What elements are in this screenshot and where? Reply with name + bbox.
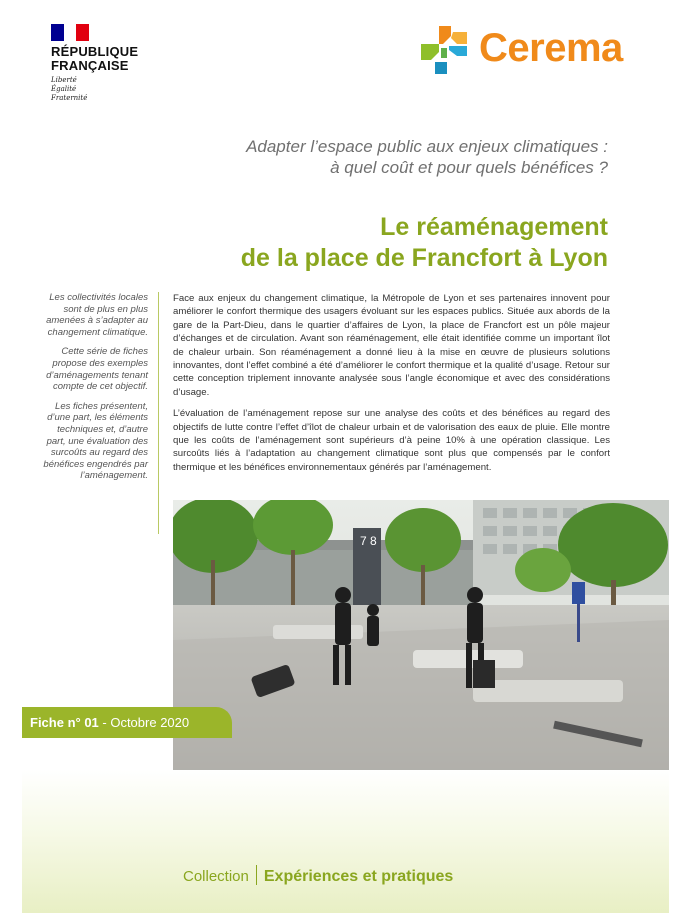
document-title: Le réaménagement de la place de Francfort à Lyon: [240, 213, 608, 272]
cerema-logo: [417, 22, 657, 86]
sidebar-paragraph: Les fiches présentent, d’une part, les éléments techniques et, d’autre part, une évaluation des surcoûts au regard des bénéfices engendrés par l’aménagement.: [43, 400, 148, 482]
cerema-mark-icon: [417, 22, 471, 76]
sidebar-paragraph: Cette série de fiches propose des exemples d’aménagements tenant compte de cet objectif.: [46, 346, 148, 393]
marianne-flag-icon: [51, 24, 89, 41]
collection-footer: [183, 865, 453, 886]
place-francfort-photo: [173, 500, 669, 770]
collection-label: Collection: [183, 868, 249, 885]
body-paragraph: Face aux enjeux du changement climatique, la Métropole de Lyon et ses partenaires innovent pour améliorer le confort thermique des usagers évoluant sur les espaces publics. Située aux abords de la gare de la Part-Dieu, dans le quartier d’affaires de Lyon, la place de Francfort est un pôle majeur d’échanges et de circulation. Avant son réaménagement, elle était identifiée comme un important îlot de chaleur urbain. Son réaménagement a donné lieu à la mise en œuvre de plusieurs solutions innovantes, dont l’effet combiné a été d’améliorer le confort thermique et la qualité d’usage. Retour sur cette conception triplement innovante analysée sous l’angle économique et avec des considérations d’usage.: [173, 293, 610, 398]
body-paragraph: L’évaluation de l’aménagement repose sur une analyse des coûts et des bénéfices au regard des objectifs de lutte contre l’effet d’îlot de chaleur urbain et de valorisation des eaux de pluie. Elle montre que les coûts de l’aménagement sont supérieurs d’à peine 10% à une opération classique. Les surcoûts liés à l’adaptation au changement climatique sont plus que compensés par le confort thermique et les bénéfices environnementaux générés par l’aménagement.: [173, 408, 610, 473]
collection-name: Expériences et pratiques: [263, 868, 454, 885]
fiche-label: Fiche n° 01 - Octobre 2020: [30, 715, 190, 730]
republique-francaise-logo: [51, 24, 161, 103]
republique-motto: Liberté Égalité Fraternité: [51, 76, 88, 102]
republique-francaise-name: RÉPUBLIQUE FRANÇAISE: [51, 44, 139, 73]
fiche-banner: [22, 707, 232, 738]
sidebar-intro: [40, 292, 148, 490]
document-subtitle: Adapter l’espace public aux enjeux climatiques : à quel coût et pour quels bénéfices ?: [246, 137, 608, 177]
sidebar-divider: [158, 292, 159, 534]
sidebar-paragraph: Les collectivités locales sont de plus en plus amenées à s’adapter au changement climatique.: [46, 292, 148, 338]
sign-number: 8: [370, 534, 377, 548]
cerema-name: Cerema: [479, 26, 623, 70]
bottom-band: [22, 770, 669, 913]
sign-number: 7: [360, 534, 367, 548]
body-text: [173, 292, 610, 482]
photo-illustration: [173, 500, 669, 770]
collection-separator: [256, 865, 257, 885]
